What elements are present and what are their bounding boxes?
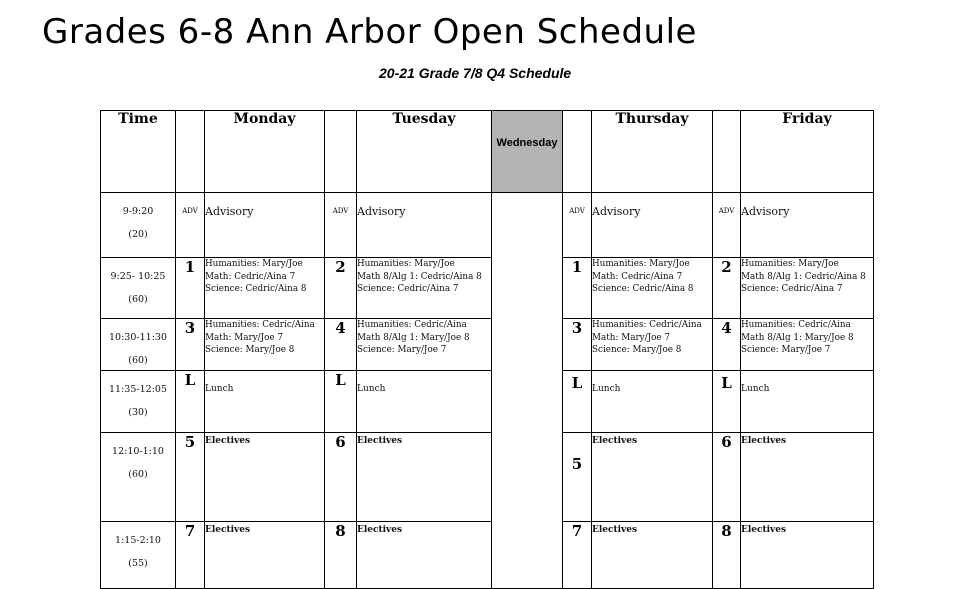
class-cell bbox=[741, 193, 874, 258]
class-line: Science: Mary/Joe 8 bbox=[205, 345, 295, 355]
time-cell bbox=[101, 193, 176, 258]
class-line: Math 8/Alg 1: Cedric/Aina 8 bbox=[357, 271, 482, 282]
class-cell bbox=[205, 319, 325, 371]
class-line: Electives bbox=[741, 525, 787, 535]
period-number: 2 bbox=[713, 258, 741, 319]
time-range: 9:25- 10:25 bbox=[110, 271, 166, 282]
class-line: Humanities: Cedric/Aina bbox=[205, 320, 315, 330]
class-line: Lunch bbox=[357, 384, 386, 394]
class-line: Math: Cedric/Aina 7 bbox=[205, 271, 296, 282]
period-number: 2 bbox=[325, 258, 357, 319]
period-number: 5 bbox=[176, 433, 205, 522]
class-line: Math 8/Alg 1: Mary/Joe 8 bbox=[357, 332, 470, 343]
header-monday: Monday bbox=[205, 111, 325, 193]
class-cell bbox=[357, 522, 492, 589]
class-cell bbox=[592, 433, 713, 522]
period-number: 8 bbox=[713, 522, 741, 589]
period-number: 4 bbox=[713, 319, 741, 371]
time-range: 10:30-11:30 bbox=[109, 332, 167, 343]
period-number: 3 bbox=[563, 319, 592, 371]
class-cell bbox=[592, 319, 713, 371]
class-cell bbox=[741, 319, 874, 371]
class-line: Science: Cedric/Aina 7 bbox=[741, 284, 843, 294]
class-line: Science: Cedric/Aina 8 bbox=[592, 284, 694, 294]
time-cell bbox=[101, 258, 176, 319]
class-line: Advisory bbox=[357, 205, 406, 218]
schedule-row bbox=[101, 258, 874, 319]
class-line: Electives bbox=[592, 436, 638, 446]
class-cell bbox=[357, 433, 492, 522]
period-number: L bbox=[325, 371, 357, 433]
header-time: Time bbox=[101, 111, 176, 193]
header-thursday: Thursday bbox=[592, 111, 713, 193]
class-line: Humanities: Cedric/Aina bbox=[357, 320, 467, 330]
class-cell bbox=[592, 258, 713, 319]
period-number: L bbox=[563, 371, 592, 433]
period-number: L bbox=[176, 371, 205, 433]
class-cell bbox=[357, 258, 492, 319]
header-row bbox=[101, 111, 874, 193]
period-number: ADV bbox=[176, 193, 205, 258]
time-cell bbox=[101, 371, 176, 433]
class-line: Lunch bbox=[592, 384, 621, 394]
schedule-row bbox=[101, 193, 874, 258]
period-number: L bbox=[713, 371, 741, 433]
period-number: ADV bbox=[713, 193, 741, 258]
time-cell bbox=[101, 433, 176, 522]
time-range: 12:10-1:10 bbox=[112, 446, 164, 457]
period-number: ADV bbox=[563, 193, 592, 258]
period-number: 5 bbox=[563, 433, 592, 522]
class-line: Electives bbox=[205, 525, 251, 535]
time-cell bbox=[101, 522, 176, 589]
class-line: Science: Mary/Joe 8 bbox=[592, 345, 682, 355]
time-cell bbox=[101, 319, 176, 371]
class-line: Humanities: Mary/Joe bbox=[357, 259, 455, 269]
time-duration: (20) bbox=[128, 228, 148, 240]
period-number: 7 bbox=[563, 522, 592, 589]
class-cell bbox=[205, 371, 325, 433]
class-line: Science: Mary/Joe 7 bbox=[741, 345, 831, 355]
class-line: Electives bbox=[741, 436, 787, 446]
class-cell bbox=[205, 522, 325, 589]
class-line: Humanities: Cedric/Aina bbox=[741, 320, 851, 330]
class-line: Math: Cedric/Aina 7 bbox=[592, 271, 683, 282]
class-line: Humanities: Mary/Joe bbox=[741, 259, 839, 269]
period-number: 1 bbox=[176, 258, 205, 319]
class-cell bbox=[205, 193, 325, 258]
class-cell bbox=[205, 433, 325, 522]
class-cell bbox=[592, 522, 713, 589]
schedule-row bbox=[101, 522, 874, 589]
schedule-row bbox=[101, 319, 874, 371]
period-number: 3 bbox=[176, 319, 205, 371]
class-line: Science: Cedric/Aina 8 bbox=[205, 284, 307, 294]
class-line: Advisory bbox=[741, 205, 790, 218]
time-range: 11:35-12:05 bbox=[109, 384, 167, 395]
class-line: Math: Mary/Joe 7 bbox=[592, 332, 671, 343]
class-line: Math: Mary/Joe 7 bbox=[205, 332, 284, 343]
class-cell bbox=[741, 522, 874, 589]
class-cell bbox=[357, 319, 492, 371]
class-line: Humanities: Mary/Joe bbox=[205, 259, 303, 269]
class-line: Electives bbox=[357, 436, 403, 446]
class-cell bbox=[357, 193, 492, 258]
schedule-body bbox=[101, 193, 874, 589]
header-tuesday: Tuesday bbox=[357, 111, 492, 193]
class-line: Lunch bbox=[741, 384, 770, 394]
period-number: ADV bbox=[325, 193, 357, 258]
schedule-row bbox=[101, 371, 874, 433]
period-number: 7 bbox=[176, 522, 205, 589]
class-line: Science: Cedric/Aina 7 bbox=[357, 284, 459, 294]
time-duration: (60) bbox=[128, 468, 148, 480]
class-line: Math 8/Alg 1: Cedric/Aina 8 bbox=[741, 271, 866, 282]
header-period-mon bbox=[176, 111, 205, 193]
header-period-tue bbox=[325, 111, 357, 193]
period-number: 4 bbox=[325, 319, 357, 371]
class-line: Electives bbox=[592, 525, 638, 535]
schedule-row bbox=[101, 433, 874, 522]
header-period-fri bbox=[713, 111, 741, 193]
class-line: Humanities: Mary/Joe bbox=[592, 259, 690, 269]
period-number: 1 bbox=[563, 258, 592, 319]
class-cell bbox=[357, 371, 492, 433]
class-line: Humanities: Cedric/Aina bbox=[592, 320, 702, 330]
header-wednesday: Wednesday bbox=[492, 111, 563, 193]
class-cell bbox=[741, 433, 874, 522]
period-number: 6 bbox=[325, 433, 357, 522]
class-cell bbox=[205, 258, 325, 319]
class-line: Lunch bbox=[205, 384, 234, 394]
time-duration: (60) bbox=[128, 293, 148, 305]
period-number: 8 bbox=[325, 522, 357, 589]
time-range: 1:15-2:10 bbox=[115, 535, 161, 546]
period-number: 6 bbox=[713, 433, 741, 522]
class-line: Electives bbox=[357, 525, 403, 535]
schedule-table bbox=[100, 110, 874, 589]
time-duration: (60) bbox=[128, 354, 148, 366]
class-line: Advisory bbox=[205, 205, 254, 218]
time-duration: (55) bbox=[128, 557, 148, 569]
header-friday: Friday bbox=[741, 111, 874, 193]
header-period-thu bbox=[563, 111, 592, 193]
class-line: Electives bbox=[205, 436, 251, 446]
class-cell bbox=[741, 258, 874, 319]
slide-title: Grades 6-8 Ann Arbor Open Schedule bbox=[42, 12, 697, 52]
time-duration: (30) bbox=[128, 406, 148, 418]
class-line: Math 8/Alg 1: Mary/Joe 8 bbox=[741, 332, 854, 343]
wednesday-column bbox=[492, 193, 563, 589]
class-line: Science: Mary/Joe 7 bbox=[357, 345, 447, 355]
time-range: 9-9:20 bbox=[122, 206, 154, 217]
class-cell bbox=[592, 371, 713, 433]
class-cell bbox=[741, 371, 874, 433]
class-cell bbox=[592, 193, 713, 258]
schedule-title: 20-21 Grade 7/8 Q4 Schedule bbox=[379, 65, 572, 81]
class-line: Advisory bbox=[592, 205, 641, 218]
